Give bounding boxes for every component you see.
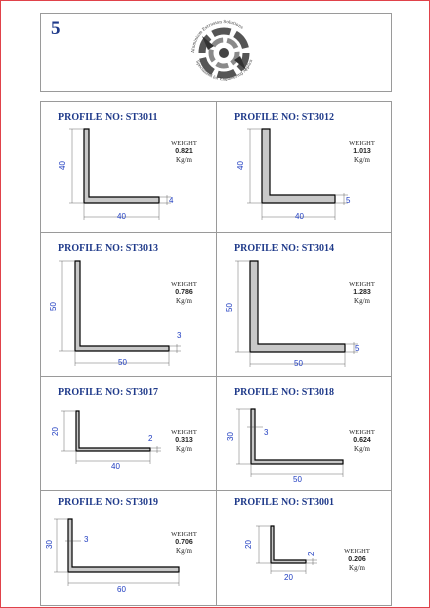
dim-thickness: 3 [177, 331, 182, 340]
profile-drawing [217, 102, 391, 233]
dim-thickness: 4 [169, 196, 174, 205]
profile-drawing [217, 233, 391, 377]
dim-vertical: 20 [244, 540, 253, 549]
page-number: 5 [51, 18, 61, 39]
profile-grid [40, 101, 392, 606]
weight-value: 1.283 [353, 289, 371, 296]
profile-drawing [41, 102, 217, 233]
dim-thickness: 5 [355, 344, 360, 353]
profile-title: PROFILE NO: ST3019 [58, 497, 159, 508]
dim-horizontal: 50 [293, 475, 302, 484]
weight-unit: Kg/m [176, 156, 192, 164]
dim-thickness: 3 [264, 428, 269, 437]
weight-label: WEIGHT [349, 140, 375, 147]
weight-label: WEIGHT [344, 548, 370, 555]
profile-title: PROFILE NO: ST3012 [234, 112, 335, 123]
profile-card [41, 233, 217, 377]
profile-card [217, 491, 391, 605]
weight-unit: Kg/m [176, 445, 192, 453]
weight-unit: Kg/m [354, 297, 370, 305]
weight-label: WEIGHT [349, 429, 375, 436]
weight-value: 0.786 [175, 289, 193, 296]
dim-vertical: 30 [45, 540, 54, 549]
dim-horizontal: 60 [117, 585, 126, 594]
weight-unit: Kg/m [354, 445, 370, 453]
profile-title: PROFILE NO: ST3018 [234, 387, 335, 398]
weight-value: 0.313 [175, 437, 193, 444]
profile-title: PROFILE NO: ST3014 [234, 243, 335, 254]
dim-thickness: 2 [148, 434, 153, 443]
weight-label: WEIGHT [349, 281, 375, 288]
dim-vertical: 30 [226, 432, 235, 441]
profile-title: PROFILE NO: ST3017 [58, 387, 159, 398]
profile-drawing [41, 233, 217, 377]
weight-label: WEIGHT [171, 281, 197, 288]
weight-label: WEIGHT [171, 531, 197, 538]
dim-horizontal: 40 [117, 212, 126, 221]
profile-drawing [41, 377, 217, 491]
weight-value: 0.706 [175, 539, 193, 546]
profile-drawing [217, 491, 391, 605]
weight-unit: Kg/m [176, 297, 192, 305]
dim-vertical: 50 [49, 302, 58, 311]
dim-vertical: 20 [51, 427, 60, 436]
weight-value: 1.013 [353, 148, 371, 155]
profile-card [41, 102, 217, 233]
dim-horizontal: 40 [111, 462, 120, 471]
logo-arc-subtitle: Specialized for Engineering Applica [195, 58, 254, 82]
profile-drawing [41, 491, 217, 605]
dim-thickness: 2 [307, 551, 316, 556]
company-logo [174, 16, 274, 90]
dim-vertical: 40 [58, 161, 67, 170]
page-header [40, 13, 392, 92]
weight-unit: Kg/m [354, 156, 370, 164]
profile-drawing [217, 377, 391, 491]
weight-label: WEIGHT [171, 140, 197, 147]
dim-thickness: 3 [84, 535, 89, 544]
weight-label: WEIGHT [171, 429, 197, 436]
dim-horizontal: 50 [118, 358, 127, 367]
dim-thickness: 5 [346, 196, 351, 205]
dim-vertical: 50 [225, 303, 234, 312]
profile-card [41, 377, 217, 491]
weight-unit: Kg/m [176, 547, 192, 555]
profile-card [217, 233, 391, 377]
dim-vertical: 40 [236, 161, 245, 170]
profile-card [217, 102, 391, 233]
profile-card [217, 377, 391, 491]
weight-value: 0.624 [353, 437, 371, 444]
logo-arc-text: Aluminium Extrusion Solutions [189, 18, 245, 54]
dim-horizontal: 50 [294, 359, 303, 368]
dim-horizontal: 20 [284, 573, 293, 582]
profile-title: PROFILE NO: ST3013 [58, 243, 159, 254]
profile-title: PROFILE NO: ST3011 [58, 112, 158, 123]
weight-value: 0.821 [175, 148, 193, 155]
profile-title: PROFILE NO: ST3001 [234, 497, 335, 508]
dim-horizontal: 40 [295, 212, 304, 221]
profile-card [41, 491, 217, 605]
weight-value: 0.206 [348, 556, 366, 563]
weight-unit: Kg/m [349, 564, 365, 572]
